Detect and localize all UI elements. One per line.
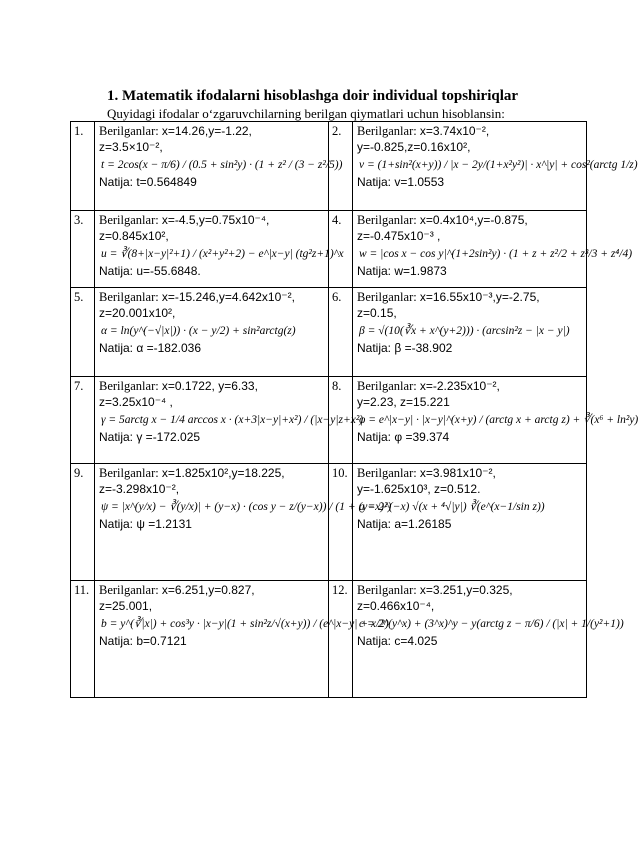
task-number: 2. — [329, 122, 353, 211]
tasks-table — [70, 121, 638, 698]
task-cell — [353, 581, 624, 698]
given-label: Berilganlar: — [99, 466, 159, 480]
given-values: x=-4.5,y=0.75x10⁻⁴, — [161, 213, 270, 227]
task-cell — [353, 122, 638, 211]
given-values: y=-1.625x10³, z=0.512. — [357, 481, 481, 496]
task-cell — [95, 288, 329, 377]
given-values: z=0.466x10⁻⁴, — [357, 598, 435, 613]
task-number: 4. — [329, 211, 353, 288]
task-cell — [353, 288, 587, 377]
table-row — [71, 464, 587, 581]
task-formula: a = 2^(−x) √(x + ⁴√|y|) ∛(e^(x−1/sin z)) — [359, 500, 545, 513]
given-values: z=20.001x10², — [99, 305, 176, 320]
task-formula: α = ln(y^(−√|x|)) · (x − y/2) + sin²arctg(z) — [101, 324, 296, 337]
given-values: z=3.5×10⁻², — [99, 139, 163, 154]
given-label: Berilganlar: — [357, 124, 417, 138]
task-cell — [353, 464, 587, 581]
given-values: x=3.74x10⁻², — [419, 124, 490, 138]
task-formula: φ = e^|x−y| · |x−y|^(x+y) / (arctg x + arctg z) + ∛(x⁶ + ln²y) — [359, 413, 638, 426]
task-number: 11. — [71, 581, 95, 698]
given-values: z=0.845x10², — [99, 228, 169, 243]
given-label: Berilganlar: — [99, 583, 159, 597]
given-label: Berilganlar: — [99, 379, 159, 393]
task-formula: v = (1+sin²(x+y)) / |x − 2y/(1+x²y²)| · x^|y| + cos²(arctg 1/z) — [359, 158, 638, 171]
task-cell — [95, 581, 389, 698]
given-values: x=0.4x10⁴,y=-0.875, — [419, 213, 528, 227]
task-formula: w = |cos x − cos y|^(1+2sin²y) · (1 + z + z²/2 + z³/3 + z⁴/4) — [359, 247, 633, 260]
table-row — [71, 581, 587, 698]
given-values: z=25.001, — [99, 598, 153, 613]
task-result: Natija: b=0.7121 — [99, 634, 187, 648]
given-label: Berilganlar: — [99, 213, 159, 227]
task-number: 7. — [71, 377, 95, 464]
given-values: x=-15.246,y=4.642x10⁻², — [161, 290, 295, 304]
given-values: z=-3.298x10⁻², — [99, 481, 180, 496]
task-number: 1. — [71, 122, 95, 211]
task-number: 6. — [329, 288, 353, 377]
task-cell — [95, 464, 392, 581]
given-label: Berilganlar: — [99, 290, 159, 304]
task-result: Natija: v=1.0553 — [357, 175, 445, 189]
task-number: 5. — [71, 288, 95, 377]
task-number: 12. — [329, 581, 353, 698]
page-subtitle: Quyidagi ifodalar o‘zgaruvchilarning berilgan qiymatlari uchun hisoblansin: — [107, 106, 505, 121]
given-values: x=3.981x10⁻², — [419, 466, 496, 480]
task-result: Natija: γ =-172.025 — [99, 430, 201, 444]
task-number: 8. — [329, 377, 353, 464]
task-number: 3. — [71, 211, 95, 288]
given-values: z=3.25x10⁻⁴ , — [99, 394, 173, 409]
task-result: Natija: c=4.025 — [357, 634, 438, 648]
task-result: Natija: ψ =1.2131 — [99, 517, 192, 531]
task-formula: ψ = |x^(y/x) − ∛(y/x)| + (y−x) · (cos y − z/(y−x)) / (1 + (y−x)²) — [101, 500, 392, 513]
table-row — [71, 288, 587, 377]
given-values: y=-0.825,z=0.16x10², — [357, 139, 471, 154]
given-values: z=-0.475x10⁻³ , — [357, 228, 441, 243]
task-formula: u = ∛(8+|x−y|²+1) / (x²+y²+2) − e^|x−y| (tg²z+1)^x — [101, 247, 344, 260]
task-cell — [95, 122, 343, 211]
task-result: Natija: φ =39.374 — [357, 430, 450, 444]
task-cell — [353, 211, 633, 288]
given-values: z=0.15, — [357, 305, 397, 320]
given-label: Berilganlar: — [99, 124, 159, 138]
given-label: Berilganlar: — [357, 213, 417, 227]
given-values: x=3.251,y=0.325, — [419, 583, 513, 597]
task-number: 10. — [329, 464, 353, 581]
task-result: Natija: t=0.564849 — [99, 175, 197, 189]
page-title: 1. Matematik ifodalarni hisoblashga doir individual topshiriqlar — [107, 88, 519, 104]
task-formula: c = 2^(y^x) + (3^x)^y − y(arctg z − π/6) / (|x| + 1/(y²+1)) — [359, 617, 624, 630]
task-cell — [95, 377, 364, 464]
given-values: x=16.55x10⁻³,y=-2.75, — [419, 290, 540, 304]
task-number: 9. — [71, 464, 95, 581]
given-values: x=6.251,y=0.827, — [161, 583, 255, 597]
task-formula: t = 2cos(x − π/6) / (0.5 + sin²y) · (1 + z² / (3 − z²/5)) — [101, 158, 343, 171]
task-formula: γ = 5arctg x − 1/4 arccos x · (x+3|x−y|+x²) / (|x−y|z+x²) — [101, 413, 364, 426]
given-values: x=14.26,y=-1.22, — [161, 124, 252, 138]
given-values: y=2.23, z=15.221 — [357, 394, 450, 409]
task-result: Natija: α =-182.036 — [99, 341, 201, 355]
table-row — [71, 122, 587, 211]
task-formula: β = √(10(∛x + x^(y+2))) · (arcsin²z − |x − y|) — [359, 324, 570, 337]
task-result: Natija: w=1.9873 — [357, 264, 447, 278]
given-values: x=-2.235x10⁻², — [419, 379, 500, 393]
task-result: Natija: u=-55.6848. — [99, 264, 201, 278]
given-label: Berilganlar: — [357, 466, 417, 480]
task-result: Natija: a=1.26185 — [357, 517, 452, 531]
task-formula: b = y^(∛|x|) + cos³y · |x−y|(1 + sin²z/√(x+y)) / (e^|x−y| + x/2) — [101, 617, 389, 630]
table-row — [71, 211, 587, 288]
given-label: Berilganlar: — [357, 583, 417, 597]
given-label: Berilganlar: — [357, 290, 417, 304]
task-cell — [95, 211, 344, 288]
table-row — [71, 377, 587, 464]
given-values: x=0.1722, y=6.33, — [161, 379, 258, 393]
given-values: x=1.825x10²,y=18.225, — [161, 466, 285, 480]
task-result: Natija: β =-38.902 — [357, 341, 453, 355]
task-cell — [353, 377, 638, 464]
given-label: Berilganlar: — [357, 379, 417, 393]
